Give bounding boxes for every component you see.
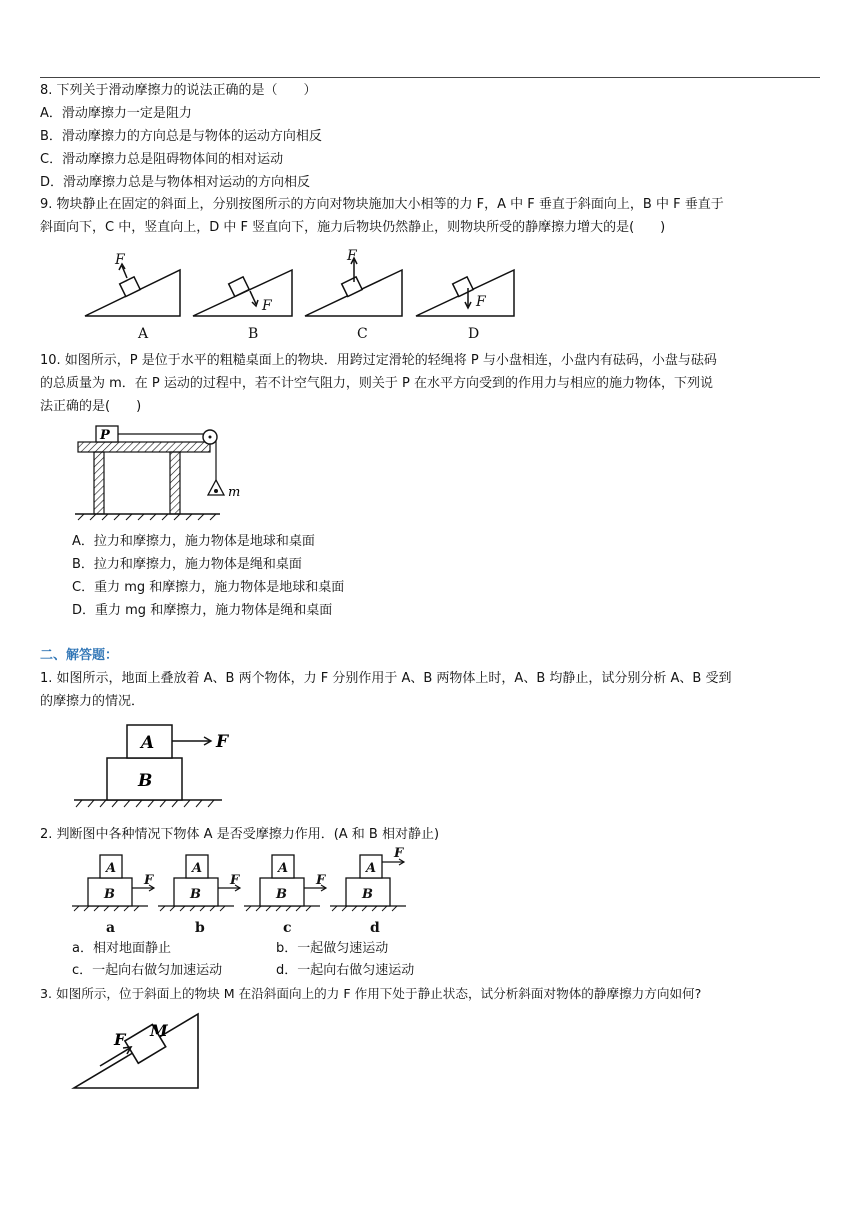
svg-text:A: A [192,861,203,876]
svg-text:B: B [138,771,153,791]
a2-case-a: a．相对地面静止 [72,941,171,956]
svg-text:A: A [366,861,377,876]
a1-stem-line2: 的摩擦力的情况． [40,694,145,709]
svg-text:B: B [276,887,287,902]
svg-text:F: F [316,873,326,888]
a2-case-d: d．一起向右做匀速运动 [276,963,415,978]
q8-option-c: C．滑动摩擦力总是阻碍物体间的相对运动 [40,152,284,167]
q9-incline-figures [0,248,860,348]
block-a [120,277,141,297]
svg-text:F: F [230,873,240,888]
svg-text:F: F [216,732,229,752]
q10-option-d: D．重力 mg 和摩擦力，施力物体是绳和桌面 [72,603,333,618]
svg-text:F: F [114,1030,126,1049]
svg-text:d: d [370,920,380,936]
q10-stem-line3: 法正确的是( ) [40,399,142,414]
q10-table-pulley-figure [70,420,310,530]
a1-stacked-blocks-figure [70,718,270,818]
a1-stem-line1: 1. 如图所示，地面上叠放着 A、B 两个物体，力 F 分别作用于 A、B 两物体上时，A、B 均静止，试分别分析 A、B 受到 [40,671,732,686]
force-label-a: F [115,252,125,268]
a3-incline-figure [70,1008,240,1098]
q8-option-a: A．滑动摩擦力一定是阻力 [40,106,192,121]
svg-text:M: M [150,1021,168,1040]
a2-case-b: b．一起做匀速运动 [276,941,389,956]
table-top [78,442,210,452]
header-rule [40,77,820,78]
svg-text:B: B [362,887,373,902]
svg-text:B: B [190,887,201,902]
force-label-c: F [347,248,357,264]
svg-text:a: a [106,920,116,936]
table-leg-right [170,452,180,514]
a2-four-cases-figure [70,846,450,936]
table-leg-left [94,452,104,514]
svg-text:c: c [283,920,292,936]
q10-option-c: C．重力 mg 和摩擦力，施力物体是地球和桌面 [72,580,345,595]
svg-text:F: F [394,846,404,861]
svg-text:A: A [141,733,155,753]
svg-text:A: A [106,861,117,876]
a2-case-c: c．一起向右做匀加速运动 [72,963,223,978]
label-p: P [100,428,110,443]
q10-option-a: A．拉力和摩擦力，施力物体是地球和桌面 [72,534,315,549]
q8-option-d: D．滑动摩擦力总是与物体相对运动的方向相反 [40,175,311,190]
q9-stem-line2: 斜面向下，C 中，竖直向上，D 中 F 竖直向下，施力后物块仍然静止，则物块所受的静摩擦力增大的是( ) [40,220,666,235]
force-label-d: F [476,294,486,310]
svg-text:b: b [195,920,205,936]
q9-stem-line1: 9. 物块静止在固定的斜面上，分别按图所示的方向对物块施加大小相等的力 F，A 中 F 垂直于斜面向上，B 中 F 垂直于 [40,197,724,212]
svg-text:A: A [278,861,289,876]
fig-label-b: B [248,326,259,342]
q10-stem-line2: 的总质量为 m．在 P 运动的过程中，若不计空气阻力，则关于 P 在水平方向受到的作用力与相应的施力物体，下列说 [40,376,714,391]
q10-option-b: B．拉力和摩擦力，施力物体是绳和桌面 [72,557,302,572]
fig-label-a: A [138,326,149,342]
q8-option-b: B．滑动摩擦力的方向总是与物体的运动方向相反 [40,129,322,144]
a3-stem: 3. 如图所示，位于斜面上的物块 M 在沿斜面向上的力 F 作用下处于静止状态，试分析斜面对物体的静摩擦力方向如何? [40,986,702,1001]
q8-stem: 8. 下列关于滑动摩擦力的说法正确的是（ ） [40,83,317,98]
fig-label-d: D [468,326,480,342]
fig-label-c: C [357,326,368,342]
svg-text:F: F [144,873,154,888]
svg-text:B: B [104,887,115,902]
q10-stem-line1: 10. 如图所示，P 是位于水平的粗糙桌面上的物块．用跨过定滑轮的轻绳将 P 与小盘相连，小盘内有砝码，小盘与砝码 [40,353,717,368]
label-m: m [228,485,241,500]
a2-stem: 2. 判断图中各种情况下物体 A 是否受摩擦力作用．(A 和 B 相对静止) [40,827,440,842]
force-label-b: F [262,298,272,314]
section-heading: 二、解答题： [40,648,119,663]
